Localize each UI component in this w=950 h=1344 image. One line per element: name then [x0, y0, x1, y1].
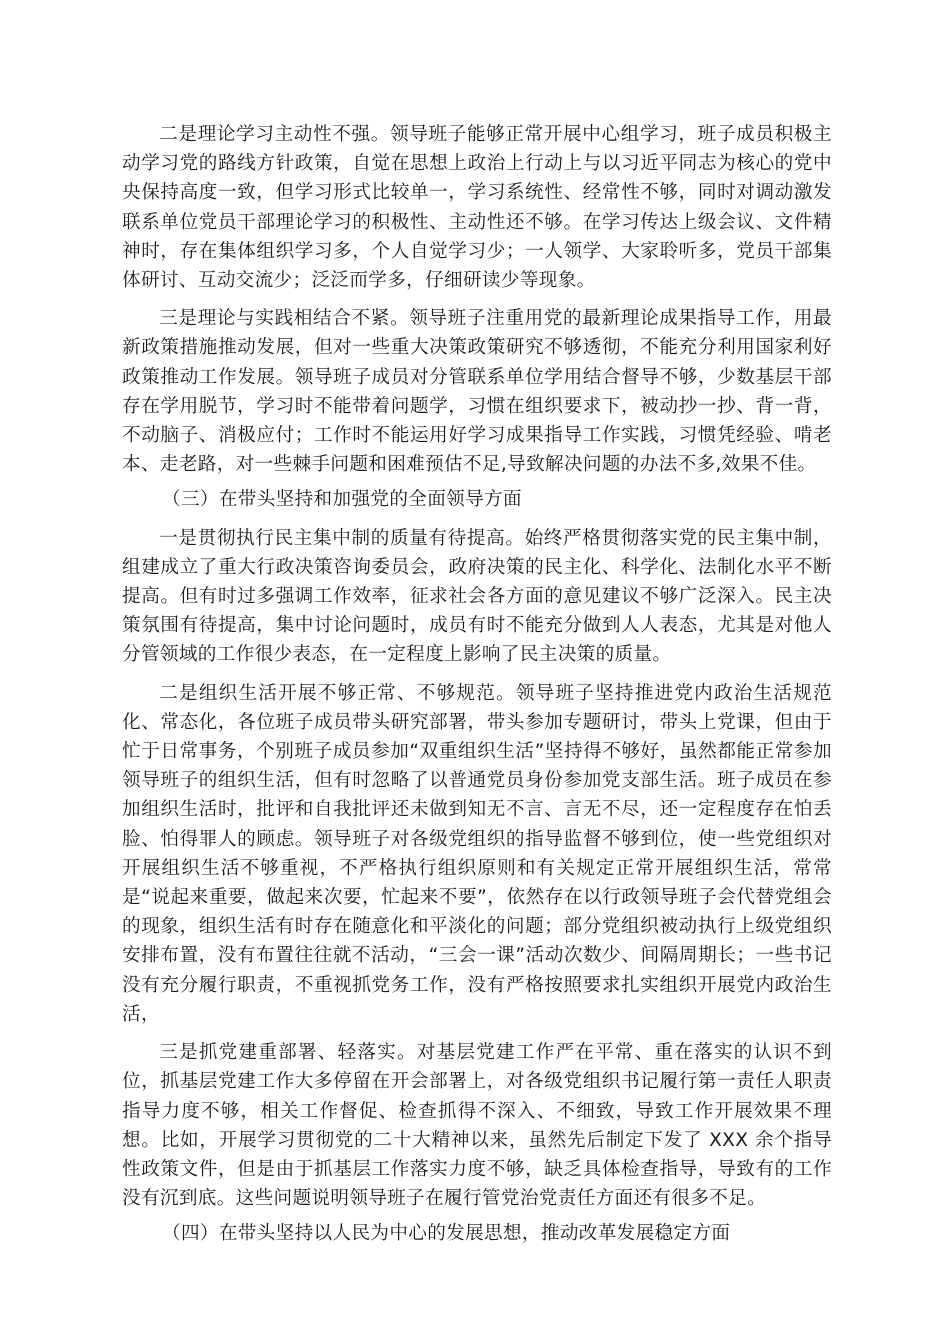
section-heading-4: （四）在带头坚持以人民为中心的发展思想，推动改革发展稳定方面 — [162, 1223, 731, 1245]
paragraph-party-building-implementation: 三是抓党建重部署、轻落实。对基层党建工作严在平常、重在落实的认识不到位，抓基层党建工作大多停留在开会部署上，对各级党组织书记履行第一责任人职责指导力度不够，相关工作督促、检查抓得不深入、不细致，导致工作开展效果不理想。比如，开展学习贯彻党的二十大精神以来，虽然先后制定下发了 XXX 余个指导性政策文件，但是由于抓基层工作落实力度不够，缺乏具体检查指导，导致有的工作没有沉到底。这些问题说明领导班子在履行管党治党责任方面还有很多不足。 — [122, 1042, 832, 1210]
document-body — [122, 120, 832, 1249]
section-heading-3: （三）在带头坚持和加强党的全面领导方面 — [162, 489, 522, 511]
paragraph-organizational-life: 二是组织生活开展不够正常、不够规范。领导班子坚持推进党内政治生活规范化、常态化，各位班子成员带头研究部署，带头参加专题研讨，带头上党课，但由于忙于日常事务，个别班子成员参加“双重组织生活”坚持得不够好，虽然都能正常参加领导班子的组织生活，但有时忽略了以普通党员身份参加党支部生活。班子成员在参加组织生活时，批评和自我批评还未做到知无不言、言无不尽，还一定程度存在怕丢脸、怕得罪人的顾虑。领导班子对各级党组织的指导监督不够到位，使一些党组织对开展组织生活不够重视，不严格执行组织原则和有关规定正常开展组织生活，常常是“说起来重要，做起来次要，忙起来不要”，依然存在以行政领导班子会代替党组会的现象，组织生活有时存在随意化和平淡化的问题；部分党组织被动执行上级党组织安排布置，没有布置往往就不活动，“三会一课”活动次数少、间隔周期长；一些书记没有充分履行职责，不重视抓党务工作，没有严格按照要求扎实组织开展党内政治生活， — [122, 682, 832, 1025]
paragraph-theory-practice-integration: 三是理论与实践相结合不紧。领导班子注重用党的最新理论成果指导工作，用最新政策措施推动发展，但对一些重大决策政策研究不够透彻，不能充分利用国家利好政策推动工作发展。领导班子成员对分管联系单位学用结合督导不够，少数基层干部存在学用脱节，学习时不能带着问题学，习惯在组织要求下，被动抄一抄、背一背，不动脑子、消极应付；工作时不能运用好学习成果指导工作实践，习惯凭经验、啃老本、走老路，对一些棘手问题和困难预估不足,导致解决问题的办法不多,效果不佳。 — [122, 308, 832, 476]
paragraph-democratic-centralism: 一是贯彻执行民主集中制的质量有待提高。始终严格贯彻落实党的民主集中制，组建成立了重大行政决策咨询委员会，政府决策的民主化、科学化、法制化水平不断提高。但有时过多强调工作效率，征求社会各方面的意见建议不够广泛深入。民主决策氛围有待提高，集中讨论问题时，成员有时不能充分做到人人表态，尤其是对他人分管领域的工作很少表态，在一定程度上影响了民主决策的质量。 — [122, 527, 832, 666]
paragraph-theory-study-initiative: 二是理论学习主动性不强。领导班子能够正常开展中心组学习，班子成员积极主动学习党的路线方针政策，自觉在思想上政治上行动上与以习近平同志为核心的党中央保持高度一致，但学习形式比较单一，学习系统性、经常性不够，同时对调动激发联系单位党员干部理论学习的积极性、主动性还不够。在学习传达上级会议、文件精神时，存在集体组织学习多，个人自觉学习少；一人领学、大家聆听多，党员干部集体研讨、互动交流少；泛泛而学多，仔细研读少等现象。 — [122, 124, 832, 292]
